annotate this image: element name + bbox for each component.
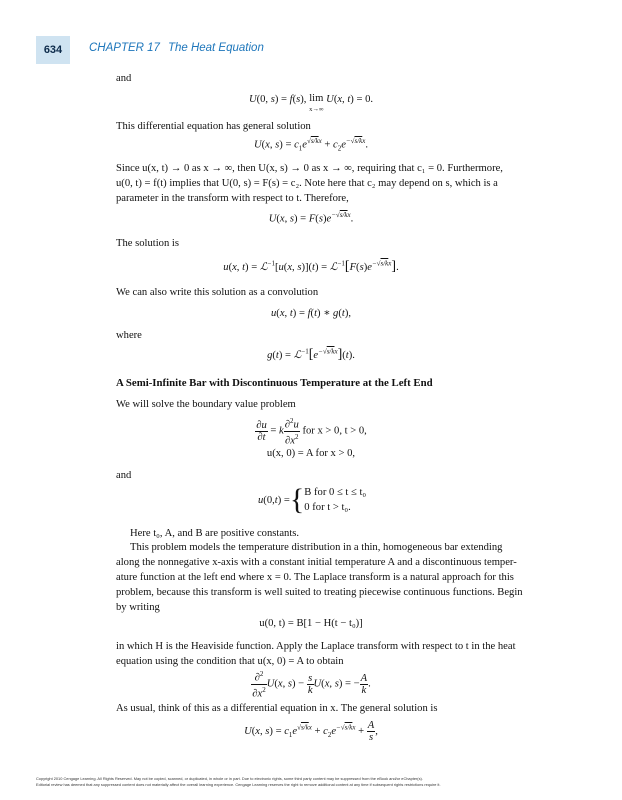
text-models-3: ature function at the left end where x = 0. The Laplace transform is a natural approach for this	[116, 572, 514, 583]
running-header	[89, 42, 272, 54]
pde-condition: for x > 0, t > 0,	[302, 425, 367, 437]
page-number: 634	[36, 36, 70, 64]
text-constants: Here t₀, A, and B are positive constants.	[130, 528, 300, 539]
text-usual: As usual, think of this as a differential equation in x. The general solution is	[116, 703, 438, 714]
piecewise-case-2: 0 for t > t₀.	[304, 502, 351, 513]
equation-initial-condition: u(x, 0) = A for x > 0,	[266, 448, 356, 459]
footer-line-1: Copyright 2010 Cengage Learning. All Rights Reserved. May not be copied, scanned, or duplicated, in whole or in part. Due to electronic rights, some third party content may be suppressed from the eBook and/or eChapter(s).	[36, 776, 423, 781]
text-since-1: Since u(x, t) → 0 as x → ∞, then U(x, s) → 0 as x → ∞, requiring that c₁ = 0. Furthermore,	[116, 163, 503, 174]
text-models-1: This problem models the temperature distribution in a thin, homogeneous bar extending	[130, 542, 503, 553]
text-where: where	[116, 330, 142, 341]
text-bvp: We will solve the boundary value problem	[116, 399, 296, 410]
footer-line-2: Editorial review has deemed that any suppressed content does not materially affect the overall learning experience. Cengage Learning reserves the right to remove additional content at any time if subsequent rights restrictions require it.	[36, 782, 441, 787]
text-heaviside-2: equation using the condition that u(x, 0) = A to obtain	[116, 656, 344, 667]
text-since-2: u(0, t) = f(t) implies that U(0, s) = F(s) = c₂. Note here that c₂ may depend on s, which is a	[116, 178, 498, 189]
equation-heaviside: u(0, t) = B[1 − H(t − t₀)]	[259, 618, 363, 629]
chapter-label: CHAPTER 17	[89, 42, 160, 54]
text-general-solution: This differential equation has general solution	[116, 121, 311, 132]
equation-general-solution: U(x, $s) = c_1e^{√s/kx} + c_2e^{-√s/kx}$.	[253, 137, 369, 153]
chapter-title: The Heat Equation	[167, 42, 264, 54]
text-solution-is: The solution is	[116, 238, 179, 249]
text-convolution: We can also write this solution as a convolution	[116, 287, 319, 298]
equation-transformed-ode: $\frac{\partial^2}{\partial x^2}$ U(x, s) − $\frac{s}{k}$ U(x, s) = − $\frac{A}{k}$ .	[252, 670, 371, 700]
equation-heat-pde: $\frac{\partial u}{\partial t}$ = k $\frac{\partial^2u}{\partial x^2}$ for x > 0, t > 0,	[256, 417, 367, 447]
equation-transform-solution: U(x, $s) = F(s)e^{-√s/kx}$.	[268, 211, 354, 225]
equation-boundary: U(0, s) = f(s), lim x→∞ U(x, t) = 0.	[248, 93, 374, 113]
text-models-5: by writing	[116, 602, 160, 613]
section-heading: A Semi-Infinite Bar with Discontinuous Temperature at the Left End	[116, 377, 433, 389]
text-heaviside-1: in which H is the Heaviside function. Apply the Laplace transform with respect to t in the heat	[116, 641, 516, 652]
equation-kernel: $g(t) = ℒ^{-1}[e^{-√s/kx}](t)$.	[267, 347, 355, 362]
text-and: and	[116, 73, 132, 84]
piecewise-case-1: B for 0 ≤ t ≤ t₀	[304, 487, 367, 498]
eq1-limit-sub: x→∞	[309, 106, 324, 113]
text-models-2: along the nonnegative x-axis with a constant initial temperature A and a discontinuous temper-	[116, 557, 517, 568]
equation-piecewise: u (0, t ) = { B for 0 ≤ t ≤ t₀ 0 for t > t₀.	[258, 483, 367, 516]
equation-inverse-transform: u(x, t) = ℒ$^{-1}$[u(x, $s)](t) = ℒ^{-1}[F(s)e^{-√s/kx}]$.	[223, 259, 399, 274]
equation-convolution: u(x, t) = f(t) ∗ g(t),	[270, 308, 352, 319]
text-since-3: parameter in the transform with respect to t. Therefore,	[116, 193, 349, 204]
equation-final-general: U(x, $s) = c_1e^{√s/kx} + c_2e^{-√s/kx}$ + $\frac{A}{s}$ ,	[244, 720, 378, 743]
copyright-footer	[36, 776, 596, 788]
text-models-4: problem, because this transform is well suited to treating piecewise continuous functions. Begin	[116, 587, 523, 598]
text-and-2: and	[116, 470, 132, 481]
